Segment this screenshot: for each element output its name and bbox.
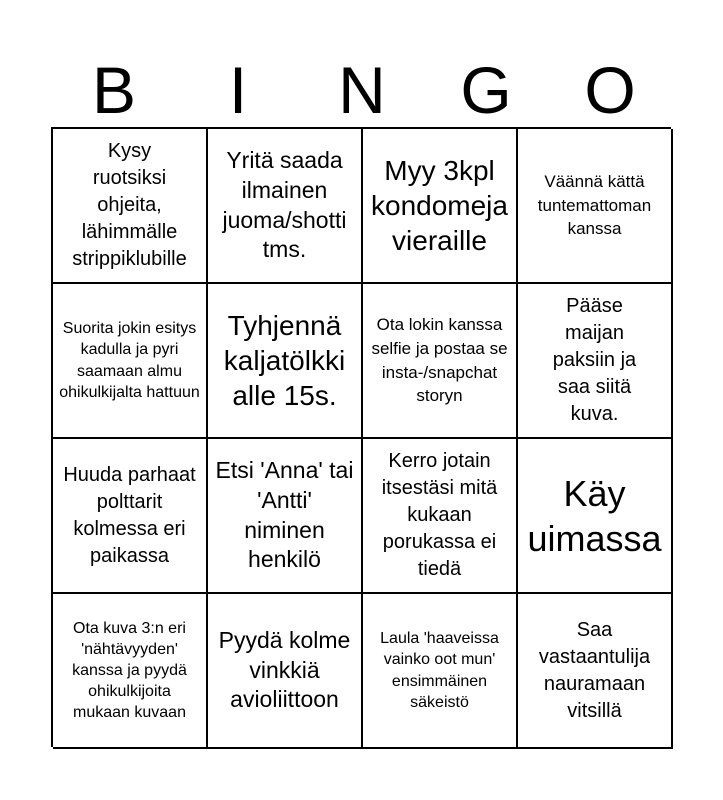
title-letter-g: G [460, 53, 512, 127]
bingo-cell[interactable] [363, 439, 518, 594]
bingo-cell[interactable] [208, 284, 363, 439]
bingo-cell-text: Yritä saada ilmainen juoma/shotti tms. [222, 146, 347, 263]
bingo-cell-text: Laula 'haaveissa vainko oot mun' ensimmäinen säkeistö [380, 630, 499, 711]
bingo-cell-text: Pääse maijan paksiin ja saa siitä kuva. [552, 295, 637, 425]
bingo-board [51, 127, 671, 747]
title-letter-b: B [91, 53, 137, 127]
bingo-cell[interactable] [53, 284, 208, 439]
bingo-cell-text: Suorita jokin esitys kadulla ja pyri saamaan almu ohikulkijalta hattuun [59, 320, 200, 401]
bingo-cell[interactable] [363, 129, 518, 284]
bingo-cell[interactable] [363, 594, 518, 749]
bingo-cell[interactable] [518, 439, 673, 594]
bingo-cell-text: Väännä kättä tuntemattoman kanssa [537, 171, 652, 239]
bingo-cell[interactable] [518, 129, 673, 284]
bingo-cell[interactable] [518, 594, 673, 749]
bingo-cell-text: Ota lokin kanssa selfie ja postaa se insta-/snapchat storyn [371, 314, 508, 406]
bingo-cell[interactable] [53, 439, 208, 594]
bingo-cell-text: Kerro jotain itsestäsi mitä kukaan porukassa ei tiedä [381, 450, 498, 580]
bingo-cell[interactable] [53, 129, 208, 284]
bingo-cell[interactable] [518, 284, 673, 439]
bingo-cell-text: Ota kuva 3:n eri 'nähtävyyden' kanssa ja pyydä ohikulkijoita mukaan kuvaan [72, 619, 187, 722]
title-letter-o: O [584, 53, 636, 127]
bingo-cell-text: Kysy ruotsiksi ohjeita, lähimmälle strippiklubille [72, 140, 187, 270]
bingo-cell-text: Etsi 'Anna' tai 'Antti' niminen henkilö [215, 456, 354, 573]
title-letter-n: N [338, 53, 386, 127]
bingo-cell[interactable] [208, 129, 363, 284]
title-letter-i: I [228, 53, 248, 127]
bingo-cell-text: Saa vastaantulija nauramaan vitsillä [538, 618, 651, 722]
bingo-title [52, 52, 672, 128]
bingo-cell-text: Tyhjennä kaljatölkki alle 15s. [223, 310, 346, 411]
bingo-cell-text: Myy 3kpl kondomeja vieraille [371, 155, 508, 256]
bingo-cell-text: Käy uimassa [527, 472, 662, 559]
bingo-cell-text: Huuda parhaat polttarit kolmessa eri paikassa [63, 463, 196, 567]
bingo-cell[interactable] [53, 594, 208, 749]
bingo-cell[interactable] [208, 439, 363, 594]
bingo-cell[interactable] [208, 594, 363, 749]
bingo-cell[interactable] [363, 284, 518, 439]
bingo-cell-text: Pyydä kolme vinkkiä avioliittoon [218, 626, 351, 713]
